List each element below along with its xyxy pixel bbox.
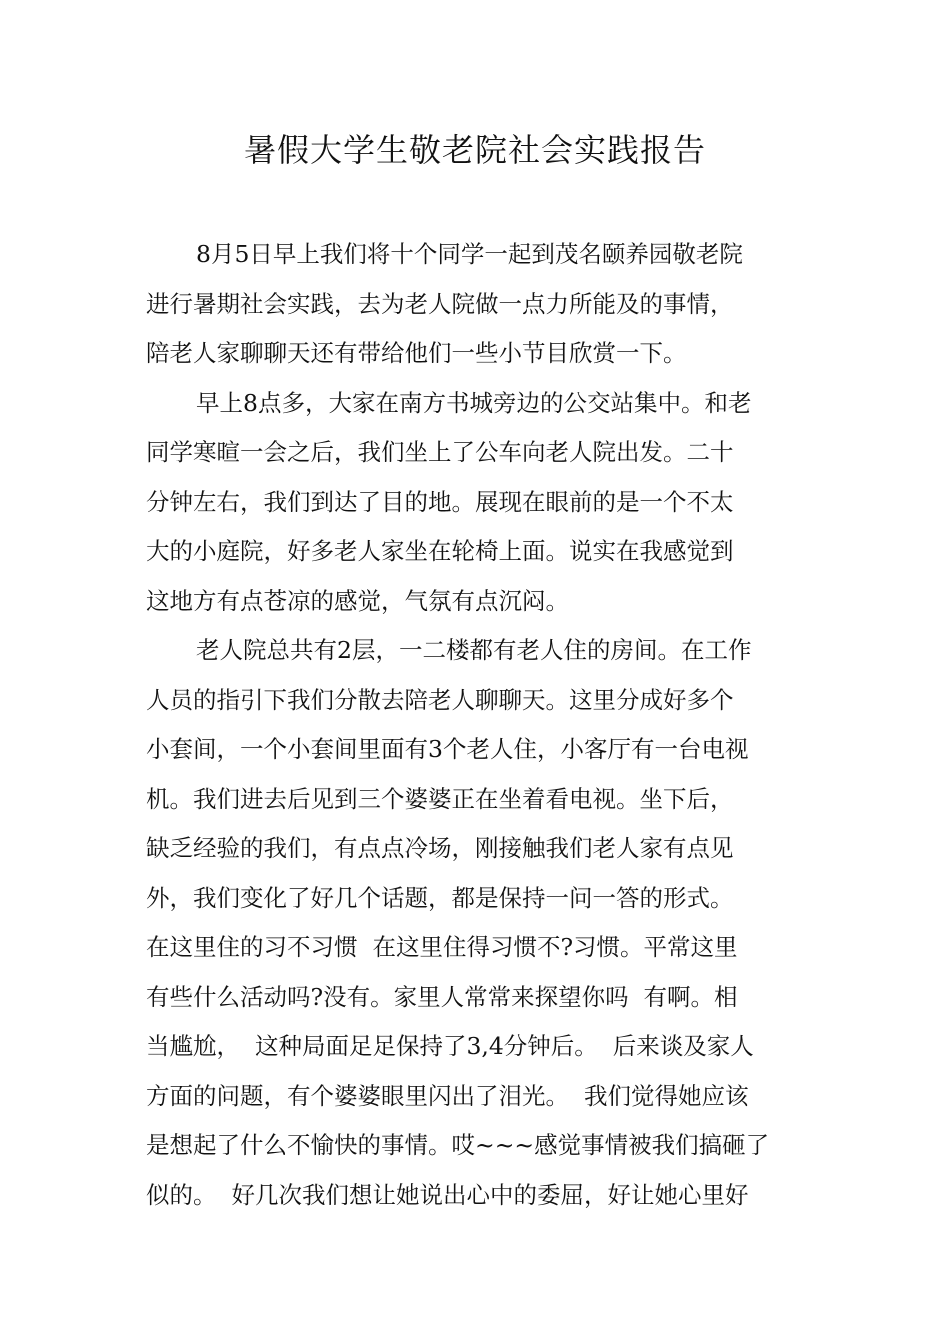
document-body xyxy=(146,230,806,1220)
text-line: 缺乏经验的我们，有点点冷场，刚接触我们老人家有点见 xyxy=(146,834,734,862)
text-line: 机。我们进去后见到三个婆婆正在坐着看电视。坐下后， xyxy=(146,784,734,813)
text-line: 大的小庭院，好多老人家坐在轮椅上面。说实在我感觉到 xyxy=(146,537,734,565)
text-line: 8月5日早上我们将十个同学一起到茂名颐养园敬老院 xyxy=(196,240,743,268)
text-line: 外，我们变化了好几个话题，都是保持一问一答的形式。 xyxy=(146,883,734,912)
text-line: 老人院总共有2层，一二楼都有老人住的房间。在工作 xyxy=(196,636,752,664)
document-title: 暑假大学生敬老院社会实践报告 xyxy=(243,131,706,169)
text-line: 方面的问题，有个婆婆眼里闪出了泪光。 我们觉得她应该 xyxy=(146,1081,749,1110)
text-line: 进行暑期社会实践，去为老人院做一点力所能及的事情， xyxy=(146,289,734,318)
text-line: 有些什么活动吗?没有。家里人常常来探望你吗 有啊。相 xyxy=(146,982,738,1011)
text-line: 这地方有点苍凉的感觉，气氛有点沉闷。 xyxy=(146,586,569,615)
text-line: 陪老人家聊聊天还有带给他们一些小节目欣赏一下。 xyxy=(146,339,687,367)
text-line: 人员的指引下我们分散去陪老人聊聊天。这里分成好多个 xyxy=(146,685,734,714)
text-line: 当尴尬， 这种局面足足保持了3,4分钟后。 后来谈及家人 xyxy=(146,1032,754,1060)
text-line: 在这里住的习不习惯 在这里住得习惯不?习惯。平常这里 xyxy=(146,933,738,961)
text-line: 同学寒暄一会之后，我们坐上了公车向老人院出发。二十 xyxy=(146,438,734,466)
text-line: 早上8点多，大家在南方书城旁边的公交站集中。和老 xyxy=(196,388,752,417)
text-line: 小套间，一个小套间里面有3个老人住，小客厅有一台电视 xyxy=(146,735,749,763)
text-line: 似的。 好几次我们想让她说出心中的委屈，好让她心里好 xyxy=(146,1180,749,1209)
text-line: 分钟左右，我们到达了目的地。展现在眼前的是一个不太 xyxy=(146,487,734,516)
text-line: 是想起了什么不愉快的事情。哎~~~感觉事情被我们搞砸了 xyxy=(146,1131,770,1159)
